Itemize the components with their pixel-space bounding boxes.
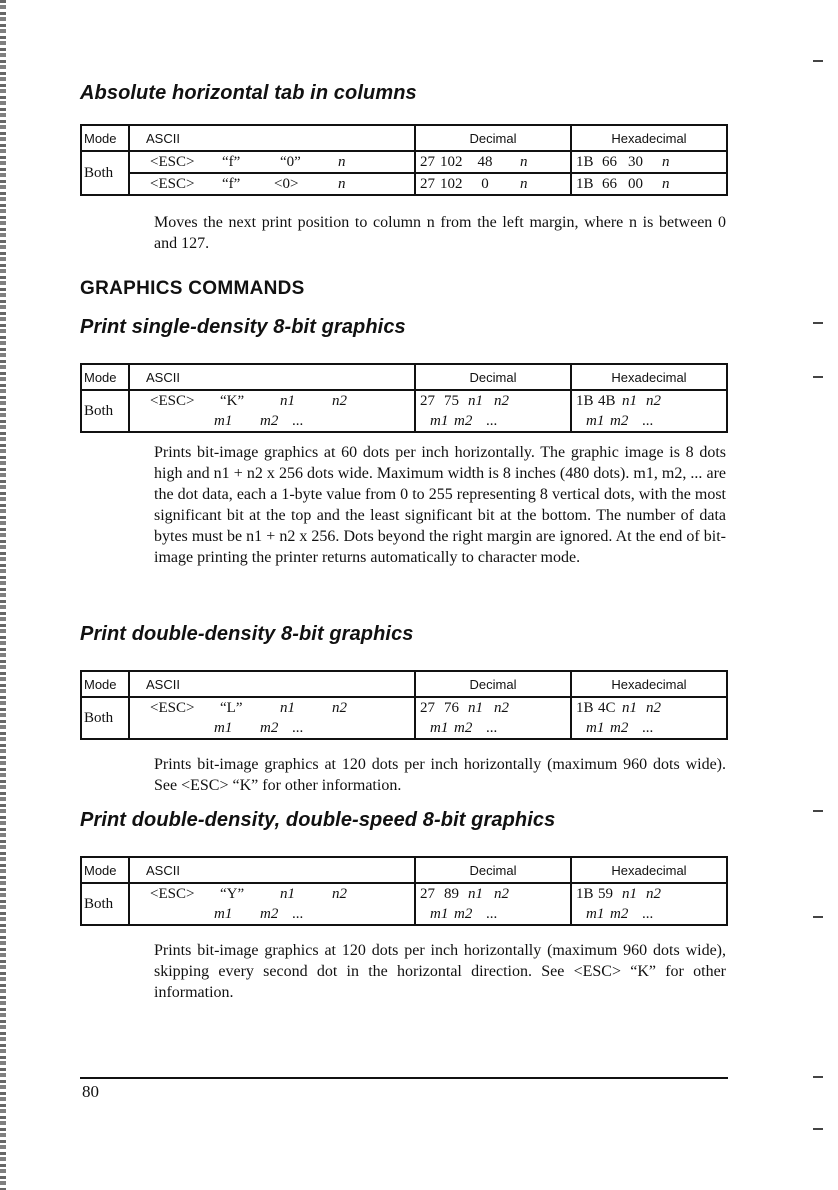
page-number: 80 — [82, 1082, 99, 1101]
decimal-token: 27 — [420, 392, 435, 409]
col-header-mode: Mode — [81, 857, 129, 883]
hex-token: 1B — [576, 175, 594, 192]
command-table-tab — [80, 124, 728, 196]
ascii-token: m1 — [214, 905, 233, 922]
hex-cell — [571, 390, 727, 411]
ascii-token: m1 — [214, 412, 233, 429]
col-header-decimal: Decimal — [415, 364, 571, 390]
ascii-token: n2 — [332, 392, 347, 409]
col-header-decimal: Decimal — [415, 125, 571, 151]
decimal-token: n2 — [494, 699, 509, 716]
hex-token: 30 — [628, 153, 643, 170]
section-title-double-speed: Print double-density, double-speed 8-bit graphics — [80, 809, 556, 831]
margin-mark — [813, 60, 823, 62]
hex-cell — [571, 173, 727, 195]
hex-cell — [571, 151, 727, 173]
col-header-ascii: ASCII — [129, 671, 415, 697]
ascii-cell — [129, 173, 415, 195]
decimal-token: 27 — [420, 153, 435, 170]
decimal-cell — [415, 883, 571, 904]
hex-token: n2 — [646, 392, 661, 409]
hex-token: n — [662, 153, 670, 170]
description-double-speed: Prints bit-image graphics at 120 dots per inch horizontally (maximum 960 dots wide), skipping every second dot in the horizontal direction. See <ESC> “K” for other information. — [154, 942, 726, 1001]
ascii-token: ... — [292, 719, 304, 736]
hex-token: 1B — [576, 699, 594, 716]
hex-token: m1 — [586, 719, 605, 736]
ascii-cell — [129, 697, 415, 718]
decimal-token: ... — [486, 412, 498, 429]
ascii-cell — [129, 151, 415, 173]
mode-value: Both — [81, 390, 129, 432]
section-heading-graphics: GRAPHICS COMMANDS — [80, 278, 305, 299]
decimal-token: m2 — [454, 412, 473, 429]
mode-value: Both — [81, 151, 129, 195]
hex-token: n1 — [622, 392, 637, 409]
command-table-single-density — [80, 363, 728, 433]
hex-token: n1 — [622, 885, 637, 902]
decimal-cell — [415, 173, 571, 195]
col-header-ascii: ASCII — [129, 125, 415, 151]
description-double-density: Prints bit-image graphics at 120 dots per inch horizontally (maximum 960 dots wide). See <ESC> “K” for other information. — [154, 756, 726, 794]
ascii-token: “L” — [220, 699, 243, 716]
hex-token: 66 — [602, 175, 617, 192]
ascii-token: <ESC> — [150, 392, 195, 409]
hex-token: m1 — [586, 412, 605, 429]
ascii-token: n — [338, 153, 346, 170]
hex-token: 1B — [576, 153, 594, 170]
decimal-token: n1 — [468, 885, 483, 902]
hex-token: 4C — [598, 699, 616, 716]
decimal-cell — [415, 904, 571, 925]
hex-token: m2 — [610, 719, 629, 736]
hex-token: 66 — [602, 153, 617, 170]
command-table-double-density — [80, 670, 728, 740]
ascii-token: n1 — [280, 392, 295, 409]
decimal-token: 102 — [440, 153, 463, 170]
decimal-token: 27 — [420, 175, 435, 192]
section-title-double-density: Print double-density 8-bit graphics — [80, 623, 414, 645]
ascii-token: m2 — [260, 719, 279, 736]
ascii-token: m2 — [260, 905, 279, 922]
ascii-cell — [129, 718, 415, 739]
ascii-token: <ESC> — [150, 885, 195, 902]
hex-token: 1B — [576, 885, 594, 902]
ascii-token: ... — [292, 905, 304, 922]
hex-cell — [571, 904, 727, 925]
hex-token: 59 — [598, 885, 613, 902]
ascii-token: m1 — [214, 719, 233, 736]
ascii-token: <0> — [274, 175, 299, 192]
margin-mark — [813, 1076, 823, 1078]
hex-token: 00 — [628, 175, 643, 192]
margin-mark — [813, 322, 823, 324]
decimal-token: n2 — [494, 885, 509, 902]
decimal-token: m1 — [430, 905, 449, 922]
ascii-token: <ESC> — [150, 153, 195, 170]
hex-token: m1 — [586, 905, 605, 922]
hex-token: n2 — [646, 699, 661, 716]
margin-mark — [813, 810, 823, 812]
command-table-double-speed — [80, 856, 728, 926]
col-header-decimal: Decimal — [415, 857, 571, 883]
col-header-hex: Hexadecimal — [571, 857, 727, 883]
hex-token: n — [662, 175, 670, 192]
section-title-tab: Absolute horizontal tab in columns — [80, 82, 417, 104]
decimal-token: ... — [486, 905, 498, 922]
scan-edge-artifact — [0, 0, 6, 1190]
ascii-cell — [129, 883, 415, 904]
decimal-token: m1 — [430, 719, 449, 736]
hex-token: n2 — [646, 885, 661, 902]
ascii-token: ... — [292, 412, 304, 429]
ascii-cell — [129, 390, 415, 411]
hex-token: ... — [642, 905, 654, 922]
col-header-mode: Mode — [81, 671, 129, 697]
hex-token: n1 — [622, 699, 637, 716]
ascii-token: n1 — [280, 885, 295, 902]
margin-mark — [813, 1128, 823, 1130]
ascii-token: “Y” — [220, 885, 245, 902]
ascii-token: <ESC> — [150, 175, 195, 192]
decimal-token: 0 — [481, 175, 489, 192]
decimal-token: m2 — [454, 905, 473, 922]
decimal-token: 102 — [440, 175, 463, 192]
hex-cell — [571, 883, 727, 904]
decimal-token: ... — [486, 719, 498, 736]
decimal-cell — [415, 151, 571, 173]
col-header-ascii: ASCII — [129, 857, 415, 883]
hex-cell — [571, 718, 727, 739]
decimal-cell — [415, 390, 571, 411]
ascii-token: n — [338, 175, 346, 192]
hex-cell — [571, 697, 727, 718]
decimal-token: 75 — [444, 392, 459, 409]
footer-rule — [80, 1077, 728, 1079]
decimal-token: 27 — [420, 699, 435, 716]
ascii-token: m2 — [260, 412, 279, 429]
decimal-token: n — [520, 175, 528, 192]
decimal-token: m2 — [454, 719, 473, 736]
hex-token: m2 — [610, 412, 629, 429]
section-title-single-density: Print single-density 8-bit graphics — [80, 316, 406, 338]
description-tab: Moves the next print position to column n from the left margin, where n is between 0 and 127. — [154, 214, 726, 252]
margin-mark — [813, 916, 823, 918]
ascii-token: n2 — [332, 885, 347, 902]
margin-mark — [813, 376, 823, 378]
hex-token: m2 — [610, 905, 629, 922]
decimal-token: 76 — [444, 699, 459, 716]
hex-token: 1B — [576, 392, 594, 409]
col-header-hex: Hexadecimal — [571, 671, 727, 697]
ascii-token: “0” — [280, 153, 301, 170]
decimal-token: 27 — [420, 885, 435, 902]
hex-token: ... — [642, 719, 654, 736]
description-single-density: Prints bit-image graphics at 60 dots per inch horizontally. The graphic image is 8 dots high and n1 + n2 x 256 dots wide. Maximum width is 8 inches (480 dots). m1, m2, ... are the dot data, each a 1-byte value from 0 to 255 representing 8 vertical dots, with the most significant bit at the top and the least significant bit at the bottom. The number of data bytes must be n1 + n2 x 256. Dots beyond the right margin are ignored. At the end of bit-image printing the printer returns automatically to character mode. — [154, 444, 726, 566]
hex-token: 4B — [598, 392, 616, 409]
ascii-token: <ESC> — [150, 699, 195, 716]
decimal-token: n — [520, 153, 528, 170]
decimal-token: 89 — [444, 885, 459, 902]
ascii-token: n1 — [280, 699, 295, 716]
decimal-cell — [415, 718, 571, 739]
ascii-token: “f” — [222, 175, 241, 192]
col-header-mode: Mode — [81, 125, 129, 151]
hex-cell — [571, 411, 727, 432]
decimal-cell — [415, 411, 571, 432]
decimal-token: n1 — [468, 392, 483, 409]
mode-value: Both — [81, 697, 129, 739]
decimal-token: n1 — [468, 699, 483, 716]
col-header-ascii: ASCII — [129, 364, 415, 390]
col-header-hex: Hexadecimal — [571, 364, 727, 390]
mode-value: Both — [81, 883, 129, 925]
col-header-mode: Mode — [81, 364, 129, 390]
ascii-token: “f” — [222, 153, 241, 170]
col-header-decimal: Decimal — [415, 671, 571, 697]
ascii-token: “K” — [220, 392, 245, 409]
ascii-token: n2 — [332, 699, 347, 716]
hex-token: ... — [642, 412, 654, 429]
decimal-token: 48 — [477, 153, 493, 170]
col-header-hex: Hexadecimal — [571, 125, 727, 151]
ascii-cell — [129, 411, 415, 432]
decimal-token: n2 — [494, 392, 509, 409]
decimal-cell — [415, 697, 571, 718]
ascii-cell — [129, 904, 415, 925]
decimal-token: m1 — [430, 412, 449, 429]
